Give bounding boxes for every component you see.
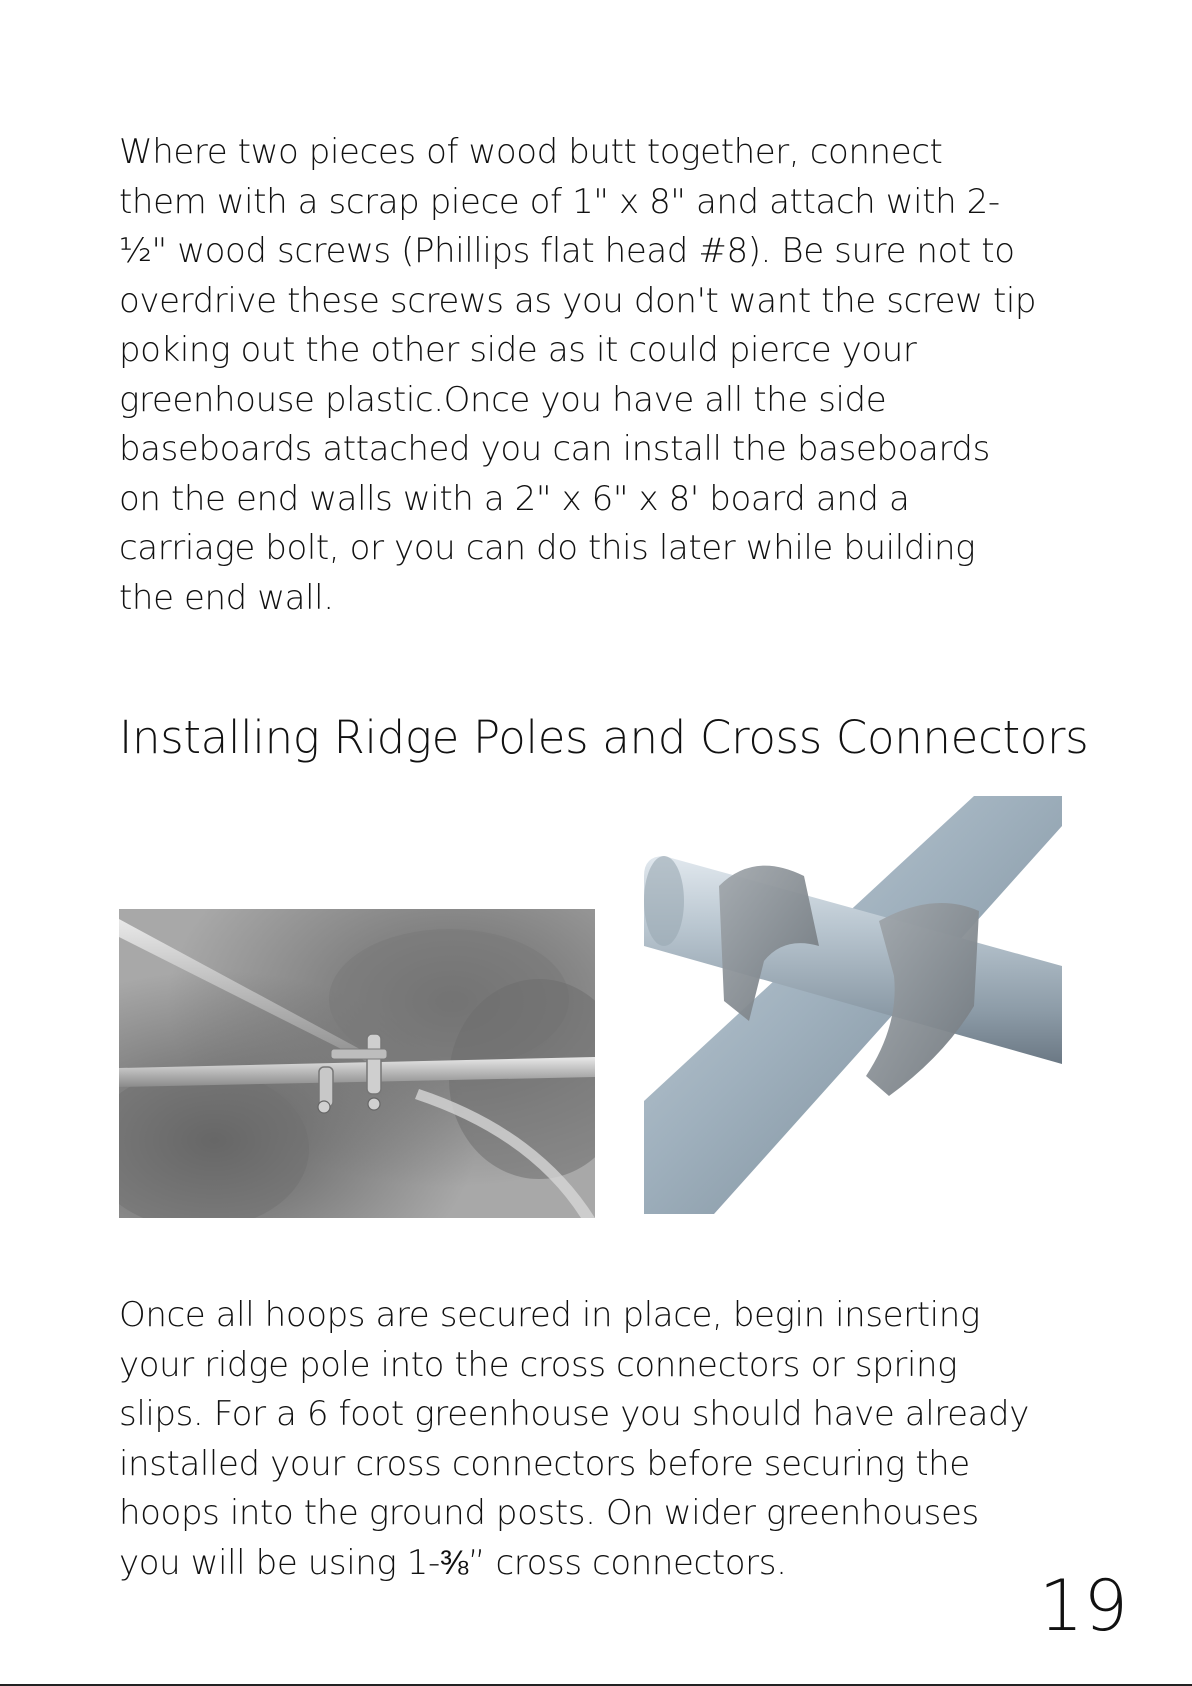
paragraph-line: them with a scrap piece of 1" x 8" and attach with 2- — [119, 181, 1000, 222]
paragraph-line: hoops into the ground posts. On wider greenhouses — [119, 1493, 979, 1533]
paragraph-line: Where two pieces of wood butt together, connect — [119, 132, 943, 172]
intro-paragraph — [119, 128, 1079, 623]
body-paragraph — [119, 1291, 1079, 1588]
paragraph-line: installed your cross connectors before securing the — [119, 1443, 970, 1484]
paragraph-line: ½" wood screws (Phillips flat head #8). Be sure not to — [119, 231, 1015, 271]
paragraph-line: overdrive these screws as you don't want the screw tip — [119, 280, 1037, 321]
ridge-pole-photo — [119, 909, 595, 1218]
paragraph-line: your ridge pole into the cross connectors or spring — [119, 1344, 958, 1385]
paragraph-line: Once all hoops are secured in place, begin inserting — [119, 1295, 980, 1335]
page-number: 19 — [1038, 1565, 1128, 1647]
section-heading: Installing Ridge Poles and Cross Connectors — [119, 711, 1089, 764]
paragraph-line: carriage bolt, or you can do this later while building — [119, 528, 976, 568]
paragraph-line: the end wall. — [119, 577, 334, 618]
paragraph-line: greenhouse plastic.Once you have all the side — [119, 379, 887, 420]
paragraph-line: slips. For a 6 foot greenhouse you should have already — [119, 1394, 1029, 1434]
paragraph-line: on the end walls with a 2" x 6" x 8' board and a — [119, 478, 910, 519]
paragraph-line: you will be using 1-⅜” cross connectors. — [119, 1542, 787, 1583]
paragraph-line: baseboards attached you can install the baseboards — [119, 429, 990, 469]
paragraph-line: poking out the other side as it could pierce your — [119, 330, 917, 370]
cross-connector-photo — [644, 796, 1062, 1214]
